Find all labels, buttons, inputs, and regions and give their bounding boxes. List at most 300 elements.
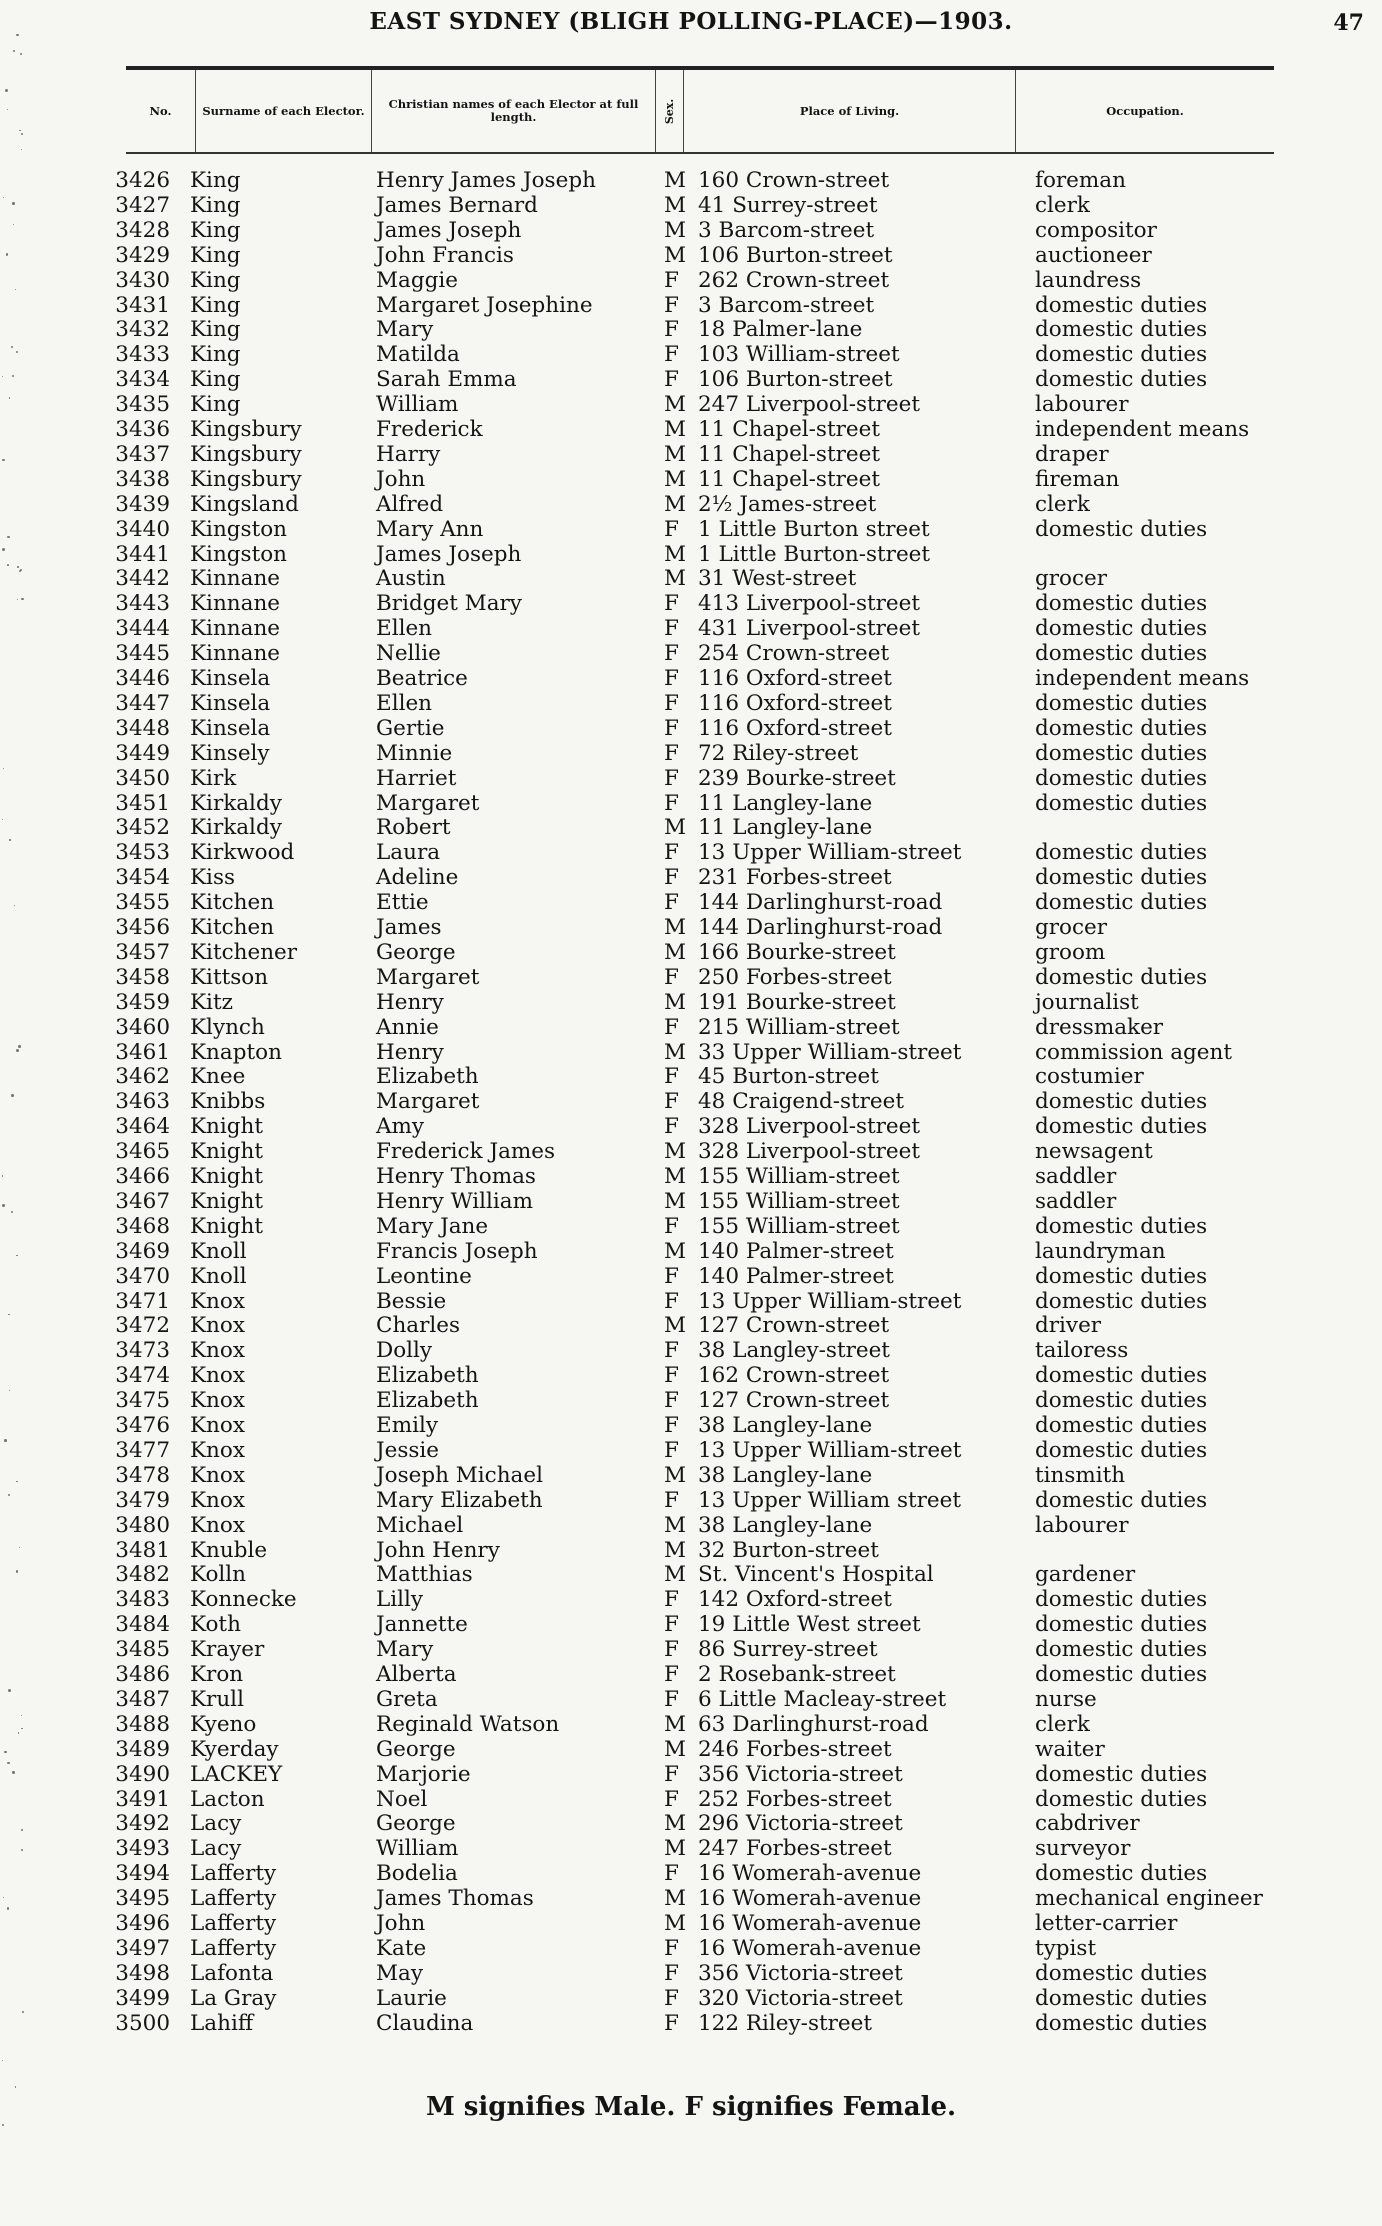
elector-christian-names: Bessie [376, 1288, 447, 1314]
elector-number: 3427 [115, 192, 170, 218]
elector-number: 3482 [115, 1562, 170, 1588]
table-row [0, 1064, 1382, 1089]
elector-sex: M [664, 1736, 687, 1762]
elector-sex: M [664, 1811, 687, 1837]
elector-number: 3459 [115, 989, 170, 1015]
elector-number: 3430 [115, 267, 170, 293]
elector-number: 3487 [115, 1686, 170, 1712]
scan-speck [4, 1439, 7, 1442]
page-number: 47 [1333, 10, 1364, 36]
elector-occupation: groom [1035, 939, 1106, 965]
elector-christian-names: James Joseph [376, 541, 522, 567]
elector-christian-names: William [376, 392, 459, 418]
elector-occupation: grocer [1035, 915, 1108, 940]
table-row [0, 1712, 1382, 1737]
scan-speck [2, 1204, 5, 1207]
elector-number: 3464 [115, 1114, 170, 1140]
elector-number: 3470 [115, 1263, 170, 1289]
elector-occupation: domestic duties [1035, 964, 1208, 990]
elector-number: 3451 [115, 790, 170, 816]
elector-occupation: domestic duties [1035, 1985, 1208, 2011]
header-sex-label: Sex. [663, 98, 676, 124]
elector-place-of-living: 215 William-street [698, 1014, 900, 1040]
elector-number: 3449 [115, 740, 170, 766]
table-row [0, 342, 1382, 367]
elector-occupation: domestic duties [1035, 1114, 1208, 1140]
elector-place-of-living: 11 Chapel-street [698, 466, 880, 492]
elector-number: 3481 [115, 1537, 170, 1563]
elector-surname: Knox [190, 1313, 245, 1339]
elector-place-of-living: 106 Burton-street [698, 242, 893, 268]
header-occupation: Occupation. [1106, 103, 1184, 118]
elector-occupation: nurse [1035, 1686, 1097, 1712]
elector-sex: F [664, 1263, 679, 1289]
elector-christian-names: James Joseph [376, 217, 522, 243]
table-row [0, 1488, 1382, 1513]
elector-christian-names: Frederick James [376, 1139, 556, 1165]
table-row [0, 1139, 1382, 1164]
elector-place-of-living: 3 Barcom-street [698, 217, 875, 243]
elector-sex: F [664, 1114, 679, 1140]
elector-place-of-living: 252 Forbes-street [698, 1786, 892, 1812]
elector-number: 3486 [115, 1662, 170, 1687]
elector-sex: F [664, 1089, 679, 1115]
elector-occupation: cabdriver [1035, 1811, 1140, 1837]
elector-number: 3497 [115, 1935, 170, 1961]
elector-surname: Lafonta [190, 1960, 274, 1986]
elector-sex: F [664, 1413, 679, 1438]
table-row [0, 691, 1382, 716]
elector-sex: F [664, 516, 679, 542]
table-row [0, 766, 1382, 791]
elector-sex: F [664, 1761, 679, 1787]
elector-number: 3434 [115, 367, 170, 393]
elector-occupation: domestic duties [1035, 1487, 1208, 1513]
elector-place-of-living: 328 Liverpool-street [698, 1139, 921, 1165]
header-place: Place of Living. [684, 70, 1016, 152]
elector-christian-names: Mary Elizabeth [376, 1487, 543, 1513]
elector-number: 3453 [115, 840, 170, 866]
elector-place-of-living: 116 Oxford-street [698, 690, 892, 716]
table-row [0, 1687, 1382, 1712]
elector-number: 3463 [115, 1089, 170, 1115]
elector-number: 3474 [115, 1363, 170, 1389]
elector-place-of-living: 38 Langley-lane [698, 1413, 873, 1438]
elector-occupation: domestic duties [1035, 516, 1208, 542]
elector-number: 3488 [115, 1711, 170, 1737]
elector-number: 3472 [115, 1313, 170, 1339]
elector-sex: F [664, 616, 679, 642]
elector-surname: Kron [190, 1662, 244, 1687]
elector-christian-names: Laurie [376, 1985, 447, 2011]
scan-speck [17, 566, 19, 568]
elector-christian-names: Bridget Mary [376, 591, 522, 617]
elector-place-of-living: 2 Rosebank-street [698, 1662, 896, 1687]
elector-number: 3485 [115, 1637, 170, 1663]
elector-number: 3493 [115, 1836, 170, 1862]
elector-occupation: domestic duties [1035, 865, 1208, 891]
elector-occupation: compositor [1035, 217, 1157, 243]
elector-number: 3446 [115, 666, 170, 691]
elector-occupation: domestic duties [1035, 740, 1208, 766]
elector-place-of-living: 162 Crown-street [698, 1363, 890, 1389]
elector-surname: Kingston [190, 541, 288, 567]
table-row [0, 791, 1382, 816]
elector-occupation: newsagent [1035, 1139, 1153, 1165]
table-row [0, 840, 1382, 865]
elector-surname: Kirkaldy [190, 815, 282, 841]
elector-christian-names: Matilda [376, 342, 460, 368]
elector-christian-names: George [376, 1736, 456, 1762]
elector-occupation: domestic duties [1035, 1761, 1208, 1787]
table-row [0, 1637, 1382, 1662]
elector-occupation: laundryman [1035, 1238, 1166, 1264]
elector-surname: Krull [190, 1686, 244, 1712]
elector-surname: Lacy [190, 1836, 242, 1862]
elector-occupation: domestic duties [1035, 1861, 1208, 1887]
scan-speck [9, 1390, 10, 1391]
elector-sex: F [664, 1014, 679, 1040]
elector-place-of-living: 356 Victoria-street [698, 1960, 903, 1986]
elector-christian-names: Margaret [376, 964, 480, 990]
elector-surname: Kingsland [190, 491, 299, 517]
elector-sex: M [664, 1462, 687, 1488]
elector-sex: F [664, 1686, 679, 1712]
elector-place-of-living: 144 Darlinghurst-road [698, 890, 943, 916]
elector-sex: F [664, 1338, 679, 1364]
elector-surname: Knee [190, 1064, 246, 1090]
elector-sex: F [664, 1487, 679, 1513]
elector-sex: F [664, 1213, 679, 1239]
elector-number: 3478 [115, 1462, 170, 1488]
elector-number: 3454 [115, 865, 170, 891]
scan-speck [8, 1689, 11, 1692]
elector-sex: F [664, 317, 679, 343]
elector-surname: Kinsela [190, 715, 271, 741]
elector-surname: Kinsela [190, 690, 271, 716]
elector-occupation: clerk [1035, 491, 1090, 517]
elector-number: 3477 [115, 1437, 170, 1463]
elector-surname: Kinsela [190, 666, 271, 691]
table-row [0, 293, 1382, 318]
table-row [0, 1338, 1382, 1363]
elector-place-of-living: 33 Upper William-street [698, 1039, 962, 1065]
elector-place-of-living: 247 Liverpool-street [698, 392, 921, 418]
table-row [0, 1737, 1382, 1762]
table-row [0, 566, 1382, 591]
elector-surname: Knight [190, 1114, 264, 1140]
elector-place-of-living: 38 Langley-lane [698, 1462, 873, 1488]
scan-speck [11, 1211, 13, 1213]
elector-christian-names: Leontine [376, 1263, 472, 1289]
elector-surname: Knox [190, 1487, 245, 1513]
elector-sex: F [664, 1786, 679, 1812]
elector-occupation: domestic duties [1035, 1786, 1208, 1812]
elector-sex: F [664, 790, 679, 816]
table-row [0, 641, 1382, 666]
elector-surname: Knight [190, 1139, 264, 1165]
table-row [0, 1388, 1382, 1413]
table-row [0, 317, 1382, 342]
elector-christian-names: Bodelia [376, 1861, 458, 1887]
elector-place-of-living: 41 Surrey-street [698, 192, 878, 218]
elector-number: 3426 [115, 168, 170, 193]
table-row [0, 1961, 1382, 1986]
scan-speck [12, 202, 15, 205]
elector-christian-names: Emily [376, 1413, 438, 1438]
elector-occupation: laundress [1035, 267, 1142, 293]
elector-occupation: domestic duties [1035, 1437, 1208, 1463]
table-row [0, 367, 1382, 392]
elector-surname: Lafferty [190, 1935, 277, 1961]
elector-occupation: clerk [1035, 1711, 1090, 1737]
elector-place-of-living: 247 Forbes-street [698, 1836, 892, 1862]
elector-surname: Kirkaldy [190, 790, 282, 816]
elector-occupation: saddler [1035, 1164, 1117, 1189]
elector-number: 3492 [115, 1811, 170, 1837]
elector-place-of-living: 155 William-street [698, 1213, 900, 1239]
elector-surname: Konnecke [190, 1587, 297, 1613]
elector-surname: Kingston [190, 516, 288, 542]
table-row [0, 716, 1382, 741]
elector-christian-names: Harry [376, 441, 441, 467]
table-row [0, 542, 1382, 567]
elector-christian-names: Kate [376, 1935, 427, 1961]
elector-surname: Kiss [190, 865, 236, 891]
scan-speck [16, 1049, 19, 1052]
elector-sex: M [664, 392, 687, 418]
elector-place-of-living: 160 Crown-street [698, 168, 890, 193]
elector-sex: M [664, 1039, 687, 1065]
table-row [0, 1538, 1382, 1563]
elector-sex: F [664, 1612, 679, 1638]
elector-surname: Koth [190, 1612, 241, 1638]
elector-christian-names: Lilly [376, 1587, 424, 1613]
scan-speck [20, 569, 22, 571]
elector-christian-names: Ellen [376, 616, 433, 642]
elector-occupation: domestic duties [1035, 367, 1208, 393]
elector-surname: Knibbs [190, 1089, 266, 1115]
elector-surname: Knox [190, 1462, 245, 1488]
elector-christian-names: Mary Jane [376, 1213, 489, 1239]
elector-occupation: domestic duties [1035, 890, 1208, 916]
elector-surname: La Gray [190, 1985, 277, 2011]
elector-occupation: domestic duties [1035, 1288, 1208, 1314]
elector-christian-names: Greta [376, 1686, 438, 1712]
elector-surname: King [190, 292, 241, 318]
elector-sex: M [664, 1313, 687, 1339]
elector-sex: M [664, 168, 687, 193]
elector-number: 3441 [115, 541, 170, 567]
elector-occupation: domestic duties [1035, 1089, 1208, 1115]
elector-number: 3436 [115, 417, 170, 442]
elector-place-of-living: 246 Forbes-street [698, 1736, 892, 1762]
elector-number: 3439 [115, 491, 170, 517]
elector-number: 3461 [115, 1039, 170, 1065]
elector-place-of-living: 45 Burton-street [698, 1064, 879, 1090]
elector-surname: Knight [190, 1188, 264, 1214]
elector-occupation: costumier [1035, 1064, 1144, 1090]
elector-christian-names: John Henry [376, 1537, 500, 1563]
elector-number: 3445 [115, 641, 170, 667]
elector-sex: F [664, 367, 679, 393]
elector-place-of-living: 116 Oxford-street [698, 715, 892, 741]
elector-number: 3432 [115, 317, 170, 343]
elector-occupation: typist [1035, 1935, 1097, 1961]
elector-occupation: fireman [1035, 466, 1120, 492]
elector-place-of-living: 11 Langley-lane [698, 790, 873, 816]
elector-place-of-living: 262 Crown-street [698, 267, 890, 293]
elector-number: 3496 [115, 1911, 170, 1936]
elector-place-of-living: 13 Upper William-street [698, 1437, 962, 1463]
scan-speck [12, 1771, 14, 1773]
elector-christian-names: Jannette [376, 1612, 468, 1638]
elector-number: 3455 [115, 890, 170, 916]
table-row [0, 517, 1382, 542]
elector-occupation: domestic duties [1035, 292, 1208, 318]
elector-surname: Kittson [190, 964, 269, 990]
elector-sex: M [664, 466, 687, 492]
table-row [0, 741, 1382, 766]
elector-christian-names: Minnie [376, 740, 453, 766]
elector-occupation: labourer [1035, 392, 1129, 418]
table-row [0, 915, 1382, 940]
elector-sex: M [664, 1562, 687, 1588]
scan-speck [7, 564, 9, 566]
scan-speck [2, 548, 5, 551]
elector-surname: Kitchener [190, 939, 298, 965]
scan-speck [15, 2086, 16, 2087]
elector-christian-names: Austin [376, 566, 446, 592]
elector-christian-names: Sarah Emma [376, 367, 517, 393]
elector-surname: Knox [190, 1288, 245, 1314]
elector-number: 3473 [115, 1338, 170, 1364]
elector-number: 3442 [115, 566, 170, 592]
elector-surname: King [190, 367, 241, 393]
elector-surname: Kinsely [190, 740, 270, 766]
table-row [0, 1612, 1382, 1637]
elector-number: 3494 [115, 1861, 170, 1887]
scan-speck [2, 1175, 3, 1176]
elector-place-of-living: 3 Barcom-street [698, 292, 875, 318]
elector-surname: Knox [190, 1388, 245, 1414]
elector-sex: F [664, 342, 679, 368]
elector-surname: Lacton [190, 1786, 265, 1812]
elector-christian-names: Reginald Watson [376, 1711, 560, 1737]
elector-number: 3448 [115, 715, 170, 741]
elector-number: 3447 [115, 690, 170, 716]
elector-sex: M [664, 989, 687, 1015]
elector-place-of-living: 31 West-street [698, 566, 857, 592]
elector-surname: Knox [190, 1338, 245, 1364]
elector-sex: M [664, 441, 687, 467]
elector-place-of-living: 320 Victoria-street [698, 1985, 903, 2011]
elector-sex: F [664, 1861, 679, 1887]
elector-christian-names: Nellie [376, 641, 441, 667]
elector-surname: Lafferty [190, 1886, 277, 1912]
elector-christian-names: Marjorie [376, 1761, 471, 1787]
table-row [0, 591, 1382, 616]
elector-sex: F [664, 2010, 679, 2036]
elector-place-of-living: 72 Riley-street [698, 740, 859, 766]
elector-place-of-living: 16 Womerah-avenue [698, 1911, 922, 1936]
table-row [0, 616, 1382, 641]
elector-christian-names: Ellen [376, 690, 433, 716]
elector-surname: King [190, 342, 241, 368]
header-surname: Surname of each Elector. [196, 70, 372, 152]
elector-place-of-living: St. Vincent's Hospital [698, 1562, 934, 1588]
scan-speck [6, 253, 8, 255]
scan-speck [9, 839, 10, 840]
elector-number: 3467 [115, 1188, 170, 1214]
table-row [0, 1015, 1382, 1040]
table-row [0, 2011, 1382, 2036]
elector-sex: F [664, 267, 679, 293]
elector-place-of-living: 38 Langley-street [698, 1338, 890, 1364]
elector-sex: M [664, 1911, 687, 1936]
elector-occupation: domestic duties [1035, 690, 1208, 716]
elector-surname: LACKEY [190, 1761, 283, 1787]
scan-speck [19, 130, 20, 131]
elector-surname: King [190, 168, 241, 193]
elector-occupation: domestic duties [1035, 1960, 1208, 1986]
elector-christian-names: Henry William [376, 1188, 534, 1214]
elector-occupation: independent means [1035, 666, 1250, 691]
elector-place-of-living: 328 Liverpool-street [698, 1114, 921, 1140]
elector-place-of-living: 1 Little Burton street [698, 516, 930, 542]
elector-surname: King [190, 217, 241, 243]
elector-sex: F [664, 890, 679, 916]
table-row [0, 1313, 1382, 1338]
elector-place-of-living: 356 Victoria-street [698, 1761, 903, 1787]
elector-place-of-living: 254 Crown-street [698, 641, 890, 667]
elector-sex: F [664, 1363, 679, 1389]
elector-christian-names: Gertie [376, 715, 445, 741]
elector-number: 3460 [115, 1014, 170, 1040]
elector-number: 3458 [115, 964, 170, 990]
elector-sex: M [664, 1188, 687, 1214]
elector-place-of-living: 19 Little West street [698, 1612, 921, 1638]
elector-occupation: saddler [1035, 1188, 1117, 1214]
elector-sex: F [664, 1637, 679, 1663]
elector-place-of-living: 11 Chapel-street [698, 441, 880, 467]
elector-occupation: domestic duties [1035, 1413, 1208, 1438]
elector-occupation: domestic duties [1035, 317, 1208, 343]
scan-speck [16, 1570, 19, 1573]
table-row [0, 1562, 1382, 1587]
elector-surname: Kinnane [190, 641, 281, 667]
elector-christian-names: Elizabeth [376, 1388, 479, 1414]
elector-sex: F [664, 1288, 679, 1314]
elector-place-of-living: 191 Bourke-street [698, 989, 896, 1015]
elector-surname: Knoll [190, 1238, 247, 1264]
elector-occupation: domestic duties [1035, 591, 1208, 617]
table-row [0, 1239, 1382, 1264]
elector-sex: F [664, 1960, 679, 1986]
elector-surname: Knox [190, 1437, 245, 1463]
elector-sex: M [664, 1164, 687, 1189]
elector-number: 3428 [115, 217, 170, 243]
table-row [0, 193, 1382, 218]
table-row [0, 965, 1382, 990]
elector-place-of-living: 239 Bourke-street [698, 765, 896, 791]
footer-note: M signifies Male. F signifies Female. [425, 2092, 957, 2122]
elector-number: 3437 [115, 441, 170, 467]
elector-occupation: domestic duties [1035, 1213, 1208, 1239]
elector-occupation: clerk [1035, 192, 1090, 218]
elector-surname: Kyeno [190, 1711, 257, 1737]
table-row [0, 1040, 1382, 1065]
